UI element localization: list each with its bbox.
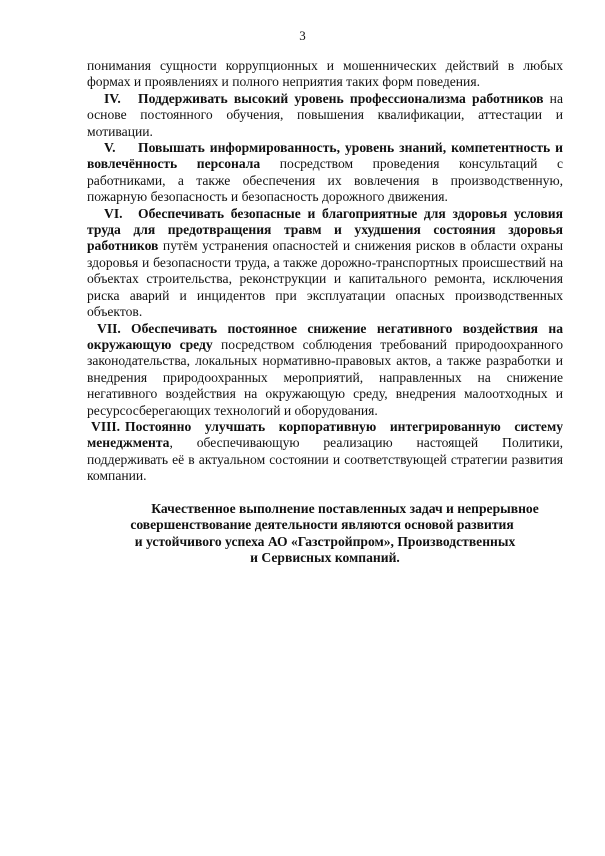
item-numeral: VII. — [97, 320, 121, 336]
item-text: посредством проведения консультаций с работниками, а также обеспечения их вовлечения в производственную, пожарную безопасность и безопасность дорожного движения. — [87, 156, 563, 205]
closing-line: и устойчивого успеха АО «Газстройпром», Производственных — [134, 533, 516, 549]
policy-body — [87, 58, 563, 485]
closing-line: совершенствование деятельности являются основой развития — [130, 517, 514, 533]
page-number: 3 — [299, 28, 306, 43]
policy-item-vi — [87, 206, 563, 321]
item-text: посредством соблюдения требований природоохранного законодательства, локальных нормативно-правовых актов, а также разработки и внедрения природоохранных мероприятий, направленных на снижение негативного воздействия на окружающую среду, внедрения малоотходных и ресурсосберегающих технологий и оборудования. — [87, 336, 563, 418]
policy-item-v — [87, 140, 563, 206]
item-numeral: IV. — [104, 90, 121, 106]
item-numeral: VI. — [104, 205, 123, 221]
policy-item-vii — [87, 321, 563, 419]
closing-line: и Сервисных компаний. — [250, 550, 400, 566]
policy-item-viii — [87, 419, 563, 485]
item-heading: Постоянно улучшать корпоративную интегрированную систему менеджмента — [87, 418, 563, 451]
continuation-paragraph: понимания сущности коррупционных и мошеннических действий в любых формах и проявлениях и полного неприятия таких форм поведения. — [87, 58, 563, 90]
closing-statement — [100, 501, 550, 567]
item-heading: Обеспечивать безопасные и благоприятные для здоровья условия труда для предотвращения травм и ухудшения состояния здоровья работников — [87, 205, 563, 254]
item-numeral: VIII. — [91, 418, 121, 434]
item-text: , обеспечивающую реализацию настоящей Политики, поддерживать её в актуальном состоянии и соответствующей стратегии развития компании. — [87, 435, 563, 484]
closing-line: Качественное выполнение поставленных задач и непрерывное — [151, 501, 539, 516]
item-numeral: V. — [104, 140, 116, 156]
item-heading: Повышать информированность, уровень знаний, компетентность и вовлечённость персонала — [87, 140, 563, 172]
item-heading: Обеспечивать постоянное снижение негативного воздействия на окружающую среду — [87, 320, 563, 352]
item-heading: Поддерживать высокий уровень профессионализма работников — [138, 90, 544, 106]
policy-item-iv — [87, 91, 563, 140]
item-text: путём устранения опасностей и снижения рисков в области охраны здоровья и безопасности труда, а также дорожно-транспортных происшествий на объектах строительства, реконструкции и капитального ремонта, исключения риска аварий и инцидентов при эксплуатации опасных производственных объектов. — [87, 238, 563, 320]
item-text: на основе постоянного обучения, повышения квалификации, аттестации и мотивации. — [87, 90, 563, 139]
